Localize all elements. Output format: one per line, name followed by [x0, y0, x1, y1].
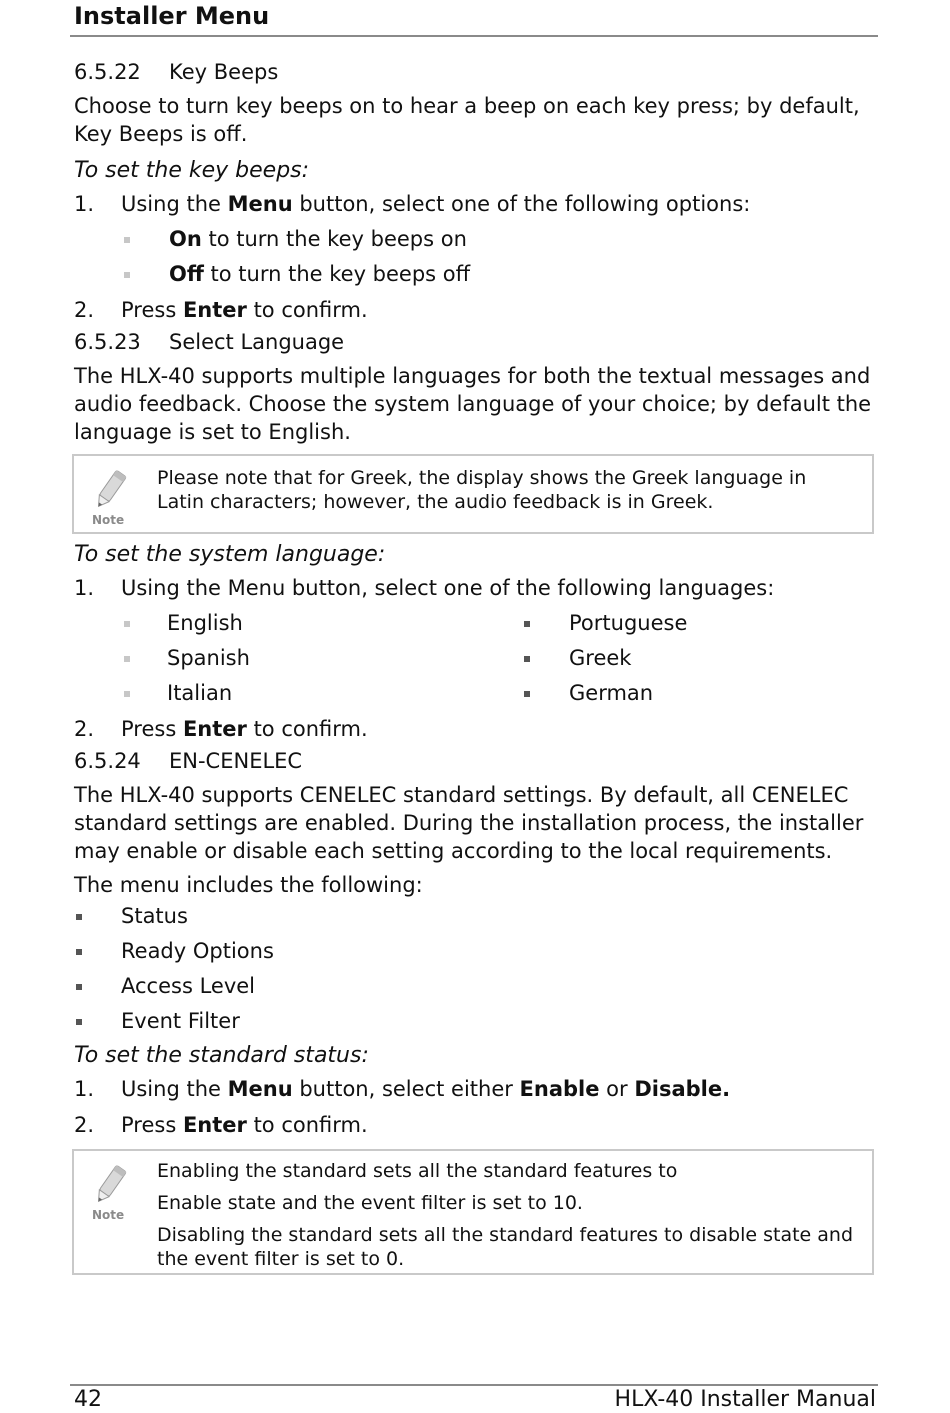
bullet-icon	[124, 237, 130, 243]
step-1: 1. Using the Menu button, select either Enable or Disable.	[74, 1071, 878, 1107]
procedure-heading-system-language: To set the system language:	[74, 542, 386, 567]
page-header-title: Installer Menu	[74, 2, 270, 30]
select-language-description: The HLX-40 supports multiple languages for both the textual messages and audio feedback. Choose the system language of your choice; by default the language is set to English.	[74, 364, 872, 444]
list-item: Access Level	[74, 969, 878, 1004]
step-number: 1.	[74, 576, 95, 600]
page-number: 42	[74, 1387, 102, 1412]
list-item: Italian German	[74, 676, 878, 711]
step-2: 2. Press Enter to confirm.	[74, 711, 878, 747]
key-beeps-description: Choose to turn key beeps on to hear a beep on each key press; by default, Key Beeps is off.	[74, 94, 860, 146]
bullet-icon	[76, 914, 82, 920]
list-item: On to turn the key beeps on	[74, 222, 878, 257]
step-number: 1.	[74, 1077, 95, 1101]
page-content	[74, 58, 878, 1275]
header-rule	[70, 35, 878, 37]
list-item: English Portuguese	[74, 606, 878, 641]
step-1: 1. Using the Menu button, select one of the following options:	[74, 186, 878, 222]
bullet-icon	[76, 1019, 82, 1025]
list-item: Spanish Greek	[74, 641, 878, 676]
en-cenelec-description: The HLX-40 supports CENELEC standard settings. By default, all CENELEC standard settings are enabled. During the installation process, the installer may enable or disable each setting according to the local requirements.	[74, 783, 864, 863]
step-number: 2.	[74, 298, 95, 322]
section-title: EN-CENELEC	[169, 749, 303, 773]
bullet-icon	[524, 691, 530, 697]
list-item: Ready Options	[74, 934, 878, 969]
note-label: Note	[92, 513, 125, 526]
bullet-icon	[76, 949, 82, 955]
bullet-icon	[124, 621, 130, 627]
section-number: 6.5.22	[74, 60, 141, 84]
list-item: Event Filter	[74, 1004, 878, 1039]
note-box	[72, 1149, 874, 1275]
bullet-icon	[76, 984, 82, 990]
section-heading-select-language	[74, 328, 878, 356]
bullet-icon	[524, 656, 530, 662]
section-title: Key Beeps	[169, 60, 279, 84]
step-number: 2.	[74, 1113, 95, 1137]
section-heading-en-cenelec	[74, 747, 878, 775]
note-label: Note	[92, 1208, 125, 1221]
menu-intro: The menu includes the following:	[74, 873, 423, 897]
step-2: 2. Press Enter to confirm.	[74, 292, 878, 328]
section-heading-key-beeps	[74, 58, 878, 86]
manual-name: HLX-40 Installer Manual	[614, 1387, 876, 1412]
step-2: 2. Press Enter to confirm.	[74, 1107, 878, 1143]
step-number: 2.	[74, 717, 95, 741]
section-number: 6.5.23	[74, 330, 141, 354]
note-pencil-icon	[90, 1163, 130, 1221]
note-text: Please note that for Greek, the display shows the Greek language in Latin characters; however, the audio feedback is in Greek.	[157, 467, 807, 513]
note-text: Enabling the standard sets all the standard features to Enable state and the event filter is set to 10. Disabling the standard sets all the standard features to disable state and the event filter is set to 0.	[157, 1160, 854, 1270]
bullet-icon	[124, 656, 130, 662]
procedure-heading-standard-status: To set the standard status:	[74, 1043, 369, 1068]
note-box	[72, 454, 874, 534]
bullet-icon	[524, 621, 530, 627]
bullet-icon	[124, 691, 130, 697]
step-number: 1.	[74, 192, 95, 216]
bullet-icon	[124, 272, 130, 278]
footer-rule	[70, 1384, 878, 1386]
list-item: Status	[74, 899, 878, 934]
section-title: Select Language	[169, 330, 345, 354]
step-1: 1. Using the Menu button, select one of the following languages:	[74, 570, 878, 606]
note-pencil-icon	[90, 468, 130, 526]
procedure-heading-key-beeps: To set the key beeps:	[74, 158, 310, 183]
section-number: 6.5.24	[74, 749, 141, 773]
list-item: Off to turn the key beeps off	[74, 257, 878, 292]
